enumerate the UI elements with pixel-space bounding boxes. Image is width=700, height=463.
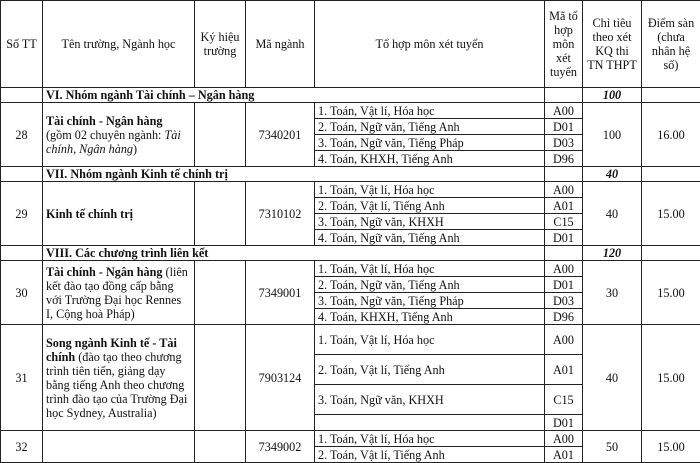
program-row (1, 325, 700, 355)
program-quota: 30 (583, 261, 642, 325)
group-quota: 120 (583, 246, 642, 261)
program-row (1, 261, 700, 277)
header-score: Điểm sàn (chưa nhân hệ số) (642, 1, 700, 88)
header-combo-code: Mã tổ hợp môn xét tuyển (545, 1, 583, 88)
combo-label (315, 415, 545, 431)
combo-code: D01 (545, 277, 583, 293)
combo-label: 3. Toán, Ngữ văn, Tiếng Pháp (315, 135, 545, 151)
program-code: 7903124 (246, 325, 315, 431)
group-row (1, 88, 700, 103)
group-title: VII. Nhóm ngành Kinh tế chính trị (43, 167, 545, 182)
program-score: 15.00 (642, 431, 700, 463)
combo-label: 3. Toán, Ngữ văn, KHXH (315, 385, 545, 415)
combo-label: 4. Toán, KHXH, Tiếng Anh (315, 309, 545, 325)
combo-code: A01 (545, 355, 583, 385)
program-score: 15.00 (642, 325, 700, 431)
header-row (1, 1, 700, 88)
combo-code: D03 (545, 293, 583, 309)
group-quota: 40 (583, 167, 642, 182)
combo-label: 1. Toán, Vật lí, Hóa học (315, 431, 545, 447)
program-name: Tài chính - Ngân hàng (46, 114, 163, 128)
program-code: 7349002 (246, 431, 315, 463)
combo-label: 2. Toán, Vật lí, Tiếng Anh (315, 198, 545, 214)
header-combo: Tổ hợp môn xét tuyển (315, 1, 545, 88)
combo-label: 4. Toán, KHXH, Tiếng Anh (315, 151, 545, 167)
combo-label: 1. Toán, Vật lí, Hóa học (315, 325, 545, 355)
combo-code: A00 (545, 431, 583, 447)
program-stt: 29 (1, 182, 43, 246)
program-name-cell (43, 261, 195, 325)
program-quota: 40 (583, 325, 642, 431)
program-stt: 28 (1, 103, 43, 167)
header-quota: Chỉ tiêu theo xét KQ thi TN THPT (583, 1, 642, 88)
combo-label: 3. Toán, Ngữ văn, KHXH (315, 214, 545, 230)
header-code: Mã ngành (246, 1, 315, 88)
combo-label: 1. Toán, Vật lí, Hóa học (315, 182, 545, 198)
combo-code: D01 (545, 119, 583, 135)
combo-code: A01 (545, 447, 583, 463)
group-title: VIII. Các chương trình liên kết (43, 246, 545, 261)
program-score: 15.00 (642, 261, 700, 325)
program-name: Song ngành Kinh tế - Tài chính (46, 336, 177, 364)
combo-label: 2. Toán, Ngữ văn, Tiếng Anh (315, 119, 545, 135)
header-symbol: Ký hiệu trường (195, 1, 246, 88)
program-desc: (đào tạo theo chương trình tiên tiến, giảng dạy bằng tiếng Anh theo chương trình đào tạo của Trường Đại học Sydney, Australia) (46, 350, 187, 420)
program-name-cell (43, 182, 195, 246)
combo-code: D96 (545, 151, 583, 167)
combo-code: A00 (545, 103, 583, 119)
header-school: Tên trường, Ngành học (43, 1, 195, 88)
combo-code: C15 (545, 214, 583, 230)
program-code: 7310102 (246, 182, 315, 246)
combo-code: C15 (545, 385, 583, 415)
program-quota: 50 (583, 431, 642, 463)
program-desc-end: ) (133, 142, 137, 156)
program-stt: 31 (1, 325, 43, 431)
program-row (1, 431, 700, 447)
program-name: Tài chính - Ngân hàng (46, 265, 163, 279)
header-stt: Số TT (1, 1, 43, 88)
program-row (1, 103, 700, 119)
combo-label: 1. Toán, Vật lí, Hóa học (315, 103, 545, 119)
program-quota: 40 (583, 182, 642, 246)
program-name-cell (43, 431, 195, 463)
combo-code: D01 (545, 415, 583, 431)
combo-label: 2. Toán, Vật lí, Tiếng Anh (315, 355, 545, 385)
combo-label: 4. Toán, Ngữ văn, Tiếng Anh (315, 230, 545, 246)
program-desc: (liên kết đào tạo đồng cấp bằng với Trường Đại học Rennes I, Cộng hoà Pháp) (46, 265, 188, 321)
combo-label: 2. Toán, Vật lí, Tiếng Anh (315, 447, 545, 463)
group-title: VI. Nhóm ngành Tài chính – Ngân hàng (43, 88, 545, 103)
combo-code: A00 (545, 182, 583, 198)
program-name-cell (43, 325, 195, 431)
combo-code: D01 (545, 230, 583, 246)
combo-code: D96 (545, 309, 583, 325)
program-code: 7340201 (246, 103, 315, 167)
program-score: 15.00 (642, 182, 700, 246)
combo-code: A01 (545, 198, 583, 214)
program-score: 16.00 (642, 103, 700, 167)
program-desc: (gồm 02 chuyên ngành: (46, 128, 164, 142)
program-name: Kinh tế chính trị (46, 207, 133, 221)
combo-label: 3. Toán, Ngữ văn, Tiếng Pháp (315, 293, 545, 309)
combo-code: A00 (545, 261, 583, 277)
combo-label: 1. Toán, Vật lí, Hóa học (315, 261, 545, 277)
group-row (1, 167, 700, 182)
program-name-cell (43, 103, 195, 167)
combo-code: A00 (545, 325, 583, 355)
program-note: Tài chính, Ngân hàng (46, 128, 181, 156)
program-quota: 100 (583, 103, 642, 167)
group-quota: 100 (583, 88, 642, 103)
combo-code: D03 (545, 135, 583, 151)
group-row (1, 246, 700, 261)
program-stt: 30 (1, 261, 43, 325)
program-code: 7349001 (246, 261, 315, 325)
program-row (1, 182, 700, 198)
program-stt: 32 (1, 431, 43, 463)
combo-label: 2. Toán, Ngữ văn, Tiếng Anh (315, 277, 545, 293)
